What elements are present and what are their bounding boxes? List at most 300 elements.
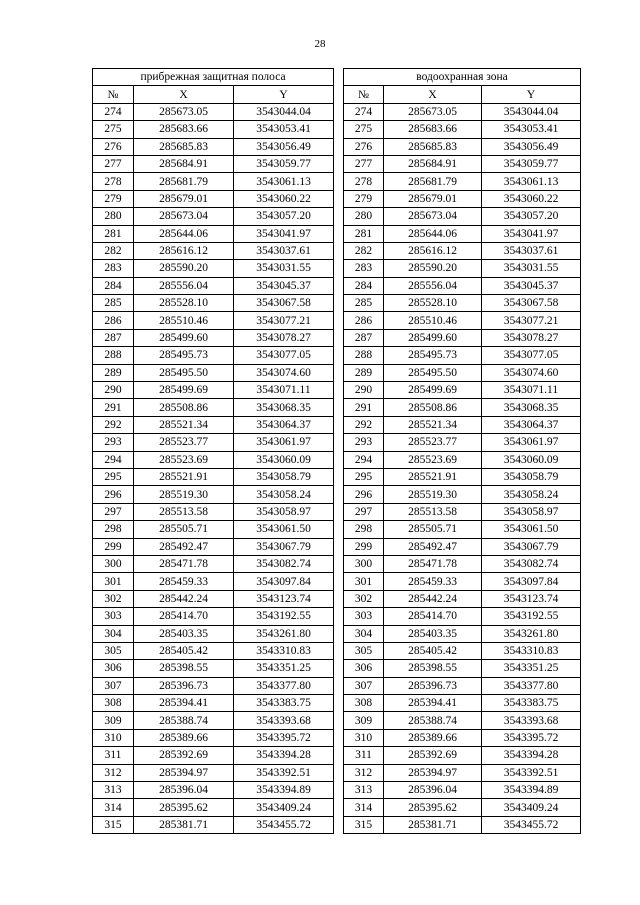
table-row — [93, 347, 334, 364]
cell-x: 285395.62 — [384, 799, 482, 816]
cell-x: 285499.60 — [384, 329, 482, 346]
cell-y: 3543067.58 — [482, 295, 581, 312]
table-row — [344, 573, 581, 590]
cell-number: 308 — [93, 695, 134, 712]
cell-x: 285394.41 — [134, 695, 234, 712]
cell-x: 285556.04 — [384, 277, 482, 294]
table-row — [93, 208, 334, 225]
cell-y: 3543031.55 — [234, 260, 334, 277]
cell-x: 285644.06 — [384, 225, 482, 242]
cell-x: 285389.66 — [134, 729, 234, 746]
cell-x: 285521.34 — [134, 416, 234, 433]
cell-y: 3543053.41 — [482, 121, 581, 138]
table-row — [344, 729, 581, 746]
cell-y: 3543057.20 — [234, 208, 334, 225]
table-row — [93, 747, 334, 764]
cell-number: 279 — [344, 190, 384, 207]
table-row — [344, 364, 581, 381]
table-row — [93, 399, 334, 416]
cell-number: 300 — [344, 555, 384, 572]
cell-number: 289 — [93, 364, 134, 381]
table-row — [344, 121, 581, 138]
table-row — [93, 260, 334, 277]
cell-x: 285556.04 — [134, 277, 234, 294]
cell-x: 285396.04 — [134, 782, 234, 799]
cell-x: 285590.20 — [134, 260, 234, 277]
cell-x: 285508.86 — [134, 399, 234, 416]
cell-number: 297 — [93, 503, 134, 520]
table-row — [93, 677, 334, 694]
cell-x: 285508.86 — [384, 399, 482, 416]
table-row — [344, 747, 581, 764]
cell-x: 285673.05 — [134, 103, 234, 120]
cell-y: 3543058.97 — [482, 503, 581, 520]
table-row — [344, 399, 581, 416]
cell-y: 3543192.55 — [482, 608, 581, 625]
cell-y: 3543351.25 — [234, 660, 334, 677]
cell-x: 285471.78 — [384, 555, 482, 572]
table-row — [93, 103, 334, 120]
cell-number: 276 — [93, 138, 134, 155]
cell-y: 3543037.61 — [482, 242, 581, 259]
table-row — [93, 138, 334, 155]
table-row — [93, 660, 334, 677]
cell-x: 285513.58 — [384, 503, 482, 520]
cell-y: 3543058.79 — [482, 468, 581, 485]
cell-x: 285523.77 — [384, 434, 482, 451]
cell-y: 3543041.97 — [234, 225, 334, 242]
cell-x: 285499.69 — [134, 382, 234, 399]
cell-y: 3543392.51 — [234, 764, 334, 781]
cell-y: 3543077.05 — [234, 347, 334, 364]
cell-number: 284 — [344, 277, 384, 294]
table-row — [344, 642, 581, 659]
cell-x: 285442.24 — [384, 590, 482, 607]
cell-x: 285396.04 — [384, 782, 482, 799]
cell-number: 292 — [93, 416, 134, 433]
cell-number: 310 — [344, 729, 384, 746]
table-row — [93, 799, 334, 816]
cell-y: 3543067.79 — [482, 538, 581, 555]
cell-y: 3543261.80 — [234, 625, 334, 642]
cell-number: 299 — [344, 538, 384, 555]
cell-x: 285681.79 — [384, 173, 482, 190]
table-row — [93, 729, 334, 746]
table-row — [93, 642, 334, 659]
cell-y: 3543044.04 — [482, 103, 581, 120]
column-header-y: Y — [234, 86, 334, 103]
cell-number: 275 — [93, 121, 134, 138]
cell-number: 298 — [344, 521, 384, 538]
cell-number: 295 — [344, 468, 384, 485]
table-row — [344, 468, 581, 485]
table-row — [344, 625, 581, 642]
cell-y: 3543064.37 — [482, 416, 581, 433]
cell-number: 308 — [344, 695, 384, 712]
cell-number: 293 — [344, 434, 384, 451]
cell-y: 3543061.50 — [234, 521, 334, 538]
column-header-y: Y — [482, 86, 581, 103]
cell-x: 285459.33 — [384, 573, 482, 590]
cell-y: 3543044.04 — [234, 103, 334, 120]
cell-number: 315 — [93, 816, 134, 833]
cell-number: 309 — [344, 712, 384, 729]
cell-y: 3543074.60 — [234, 364, 334, 381]
cell-x: 285683.66 — [134, 121, 234, 138]
table-row — [93, 121, 334, 138]
cell-number: 294 — [93, 451, 134, 468]
cell-x: 285685.83 — [384, 138, 482, 155]
table-row — [344, 347, 581, 364]
table-row — [93, 625, 334, 642]
table-row — [93, 764, 334, 781]
cell-number: 299 — [93, 538, 134, 555]
cell-number: 303 — [93, 608, 134, 625]
table-row — [344, 242, 581, 259]
cell-x: 285685.83 — [134, 138, 234, 155]
cell-number: 296 — [93, 486, 134, 503]
table-row — [93, 225, 334, 242]
cell-x: 285495.73 — [384, 347, 482, 364]
cell-y: 3543060.09 — [234, 451, 334, 468]
water-protection-zone-table — [343, 68, 581, 834]
table-row — [93, 364, 334, 381]
cell-number: 279 — [93, 190, 134, 207]
table-row — [344, 677, 581, 694]
column-header-x: X — [134, 86, 234, 103]
cell-number: 280 — [93, 208, 134, 225]
cell-y: 3543395.72 — [234, 729, 334, 746]
cell-x: 285392.69 — [384, 747, 482, 764]
table-row — [93, 451, 334, 468]
cell-number: 307 — [93, 677, 134, 694]
cell-y: 3543394.89 — [234, 782, 334, 799]
cell-number: 312 — [344, 764, 384, 781]
column-header-number: № — [93, 86, 134, 103]
table-row — [93, 173, 334, 190]
cell-y: 3543394.28 — [234, 747, 334, 764]
cell-y: 3543409.24 — [482, 799, 581, 816]
cell-y: 3543067.58 — [234, 295, 334, 312]
cell-number: 292 — [344, 416, 384, 433]
cell-number: 294 — [344, 451, 384, 468]
cell-y: 3543058.79 — [234, 468, 334, 485]
table-row — [93, 712, 334, 729]
cell-x: 285673.05 — [384, 103, 482, 120]
cell-number: 297 — [344, 503, 384, 520]
cell-number: 295 — [93, 468, 134, 485]
cell-y: 3543351.25 — [482, 660, 581, 677]
cell-number: 281 — [93, 225, 134, 242]
cell-y: 3543409.24 — [234, 799, 334, 816]
table-row — [93, 782, 334, 799]
table-row — [93, 503, 334, 520]
cell-y: 3543395.72 — [482, 729, 581, 746]
cell-x: 285684.91 — [384, 155, 482, 172]
cell-number: 306 — [93, 660, 134, 677]
cell-x: 285394.97 — [384, 764, 482, 781]
table-row — [344, 712, 581, 729]
cell-number: 275 — [344, 121, 384, 138]
cell-number: 302 — [344, 590, 384, 607]
cell-y: 3543455.72 — [234, 816, 334, 833]
cell-y: 3543077.05 — [482, 347, 581, 364]
cell-y: 3543071.11 — [234, 382, 334, 399]
cell-y: 3543077.21 — [482, 312, 581, 329]
cell-x: 285396.73 — [384, 677, 482, 694]
cell-y: 3543059.77 — [482, 155, 581, 172]
cell-y: 3543071.11 — [482, 382, 581, 399]
cell-x: 285495.50 — [384, 364, 482, 381]
cell-number: 284 — [93, 277, 134, 294]
cell-number: 311 — [93, 747, 134, 764]
cell-number: 281 — [344, 225, 384, 242]
cell-number: 302 — [93, 590, 134, 607]
cell-x: 285521.91 — [134, 468, 234, 485]
cell-x: 285495.50 — [134, 364, 234, 381]
cell-x: 285523.69 — [134, 451, 234, 468]
table-row — [344, 660, 581, 677]
cell-y: 3543377.80 — [482, 677, 581, 694]
cell-number: 305 — [93, 642, 134, 659]
table-row — [93, 434, 334, 451]
cell-number: 304 — [344, 625, 384, 642]
cell-x: 285673.04 — [134, 208, 234, 225]
cell-x: 285499.60 — [134, 329, 234, 346]
cell-x: 285523.69 — [384, 451, 482, 468]
cell-x: 285681.79 — [134, 173, 234, 190]
cell-x: 285513.58 — [134, 503, 234, 520]
cell-number: 304 — [93, 625, 134, 642]
cell-x: 285521.91 — [384, 468, 482, 485]
table-row — [93, 295, 334, 312]
cell-y: 3543123.74 — [482, 590, 581, 607]
cell-number: 300 — [93, 555, 134, 572]
cell-y: 3543394.89 — [482, 782, 581, 799]
cell-x: 285405.42 — [134, 642, 234, 659]
cell-x: 285679.01 — [384, 190, 482, 207]
cell-x: 285398.55 — [384, 660, 482, 677]
cell-y: 3543067.79 — [234, 538, 334, 555]
cell-x: 285684.91 — [134, 155, 234, 172]
table-row — [344, 155, 581, 172]
table-row — [344, 103, 581, 120]
cell-x: 285616.12 — [134, 242, 234, 259]
table-row — [344, 451, 581, 468]
cell-x: 285405.42 — [384, 642, 482, 659]
cell-number: 287 — [93, 329, 134, 346]
table-row — [344, 521, 581, 538]
table-row — [344, 608, 581, 625]
table-row — [344, 277, 581, 294]
cell-y: 3543078.27 — [482, 329, 581, 346]
cell-x: 285396.73 — [134, 677, 234, 694]
cell-y: 3543056.49 — [234, 138, 334, 155]
cell-number: 280 — [344, 208, 384, 225]
column-header-x: X — [384, 86, 482, 103]
coastal-protection-strip-table — [92, 68, 334, 834]
table-row — [93, 312, 334, 329]
table-body — [93, 103, 334, 833]
cell-x: 285414.70 — [384, 608, 482, 625]
cell-number: 306 — [344, 660, 384, 677]
cell-x: 285471.78 — [134, 555, 234, 572]
table-row — [93, 382, 334, 399]
table-row — [344, 260, 581, 277]
cell-number: 305 — [344, 642, 384, 659]
table-row — [93, 155, 334, 172]
column-header-number: № — [344, 86, 384, 103]
cell-y: 3543192.55 — [234, 608, 334, 625]
table-row — [344, 208, 581, 225]
cell-number: 274 — [93, 103, 134, 120]
table-row — [344, 225, 581, 242]
table-row — [93, 416, 334, 433]
cell-y: 3543064.37 — [234, 416, 334, 433]
cell-y: 3543393.68 — [482, 712, 581, 729]
table-body — [344, 103, 581, 833]
cell-number: 291 — [93, 399, 134, 416]
cell-y: 3543060.22 — [482, 190, 581, 207]
cell-x: 285528.10 — [134, 295, 234, 312]
cell-y: 3543045.37 — [234, 277, 334, 294]
cell-x: 285492.47 — [384, 538, 482, 555]
cell-x: 285394.41 — [384, 695, 482, 712]
cell-number: 286 — [344, 312, 384, 329]
cell-number: 312 — [93, 764, 134, 781]
table-row — [93, 190, 334, 207]
cell-x: 285388.74 — [384, 712, 482, 729]
cell-y: 3543377.80 — [234, 677, 334, 694]
cell-y: 3543061.97 — [482, 434, 581, 451]
cell-number: 315 — [344, 816, 384, 833]
cell-y: 3543058.97 — [234, 503, 334, 520]
cell-y: 3543056.49 — [482, 138, 581, 155]
cell-y: 3543383.75 — [234, 695, 334, 712]
cell-number: 313 — [344, 782, 384, 799]
cell-number: 288 — [344, 347, 384, 364]
cell-x: 285499.69 — [384, 382, 482, 399]
cell-y: 3543041.97 — [482, 225, 581, 242]
cell-number: 293 — [93, 434, 134, 451]
cell-x: 285590.20 — [384, 260, 482, 277]
cell-y: 3543060.09 — [482, 451, 581, 468]
cell-x: 285679.01 — [134, 190, 234, 207]
cell-number: 282 — [344, 242, 384, 259]
cell-number: 277 — [93, 155, 134, 172]
cell-x: 285389.66 — [384, 729, 482, 746]
cell-y: 3543383.75 — [482, 695, 581, 712]
cell-x: 285381.71 — [134, 816, 234, 833]
cell-number: 287 — [344, 329, 384, 346]
cell-number: 282 — [93, 242, 134, 259]
cell-number: 311 — [344, 747, 384, 764]
cell-number: 307 — [344, 677, 384, 694]
cell-x: 285528.10 — [384, 295, 482, 312]
cell-number: 283 — [93, 260, 134, 277]
cell-number: 314 — [93, 799, 134, 816]
cell-number: 274 — [344, 103, 384, 120]
cell-number: 291 — [344, 399, 384, 416]
cell-y: 3543077.21 — [234, 312, 334, 329]
cell-y: 3543261.80 — [482, 625, 581, 642]
table-row — [93, 573, 334, 590]
cell-y: 3543068.35 — [482, 399, 581, 416]
table-row — [93, 521, 334, 538]
cell-x: 285495.73 — [134, 347, 234, 364]
cell-y: 3543310.83 — [234, 642, 334, 659]
cell-y: 3543078.27 — [234, 329, 334, 346]
cell-number: 298 — [93, 521, 134, 538]
cell-number: 310 — [93, 729, 134, 746]
cell-y: 3543394.28 — [482, 747, 581, 764]
cell-number: 290 — [344, 382, 384, 399]
cell-number: 301 — [344, 573, 384, 590]
cell-y: 3543061.13 — [482, 173, 581, 190]
cell-y: 3543060.22 — [234, 190, 334, 207]
table-row — [344, 782, 581, 799]
cell-y: 3543061.13 — [234, 173, 334, 190]
cell-number: 289 — [344, 364, 384, 381]
cell-x: 285510.46 — [384, 312, 482, 329]
cell-y: 3543074.60 — [482, 364, 581, 381]
cell-number: 285 — [344, 295, 384, 312]
table-row — [344, 329, 581, 346]
cell-number: 290 — [93, 382, 134, 399]
cell-y: 3543058.24 — [234, 486, 334, 503]
cell-y: 3543123.74 — [234, 590, 334, 607]
cell-x: 285523.77 — [134, 434, 234, 451]
cell-y: 3543059.77 — [234, 155, 334, 172]
cell-x: 285616.12 — [384, 242, 482, 259]
cell-y: 3543031.55 — [482, 260, 581, 277]
table-row — [93, 590, 334, 607]
cell-y: 3543061.97 — [234, 434, 334, 451]
cell-number: 314 — [344, 799, 384, 816]
cell-number: 278 — [344, 173, 384, 190]
table-row — [344, 416, 581, 433]
cell-x: 285492.47 — [134, 538, 234, 555]
cell-number: 277 — [344, 155, 384, 172]
table-row — [344, 764, 581, 781]
cell-x: 285505.71 — [384, 521, 482, 538]
page-number: 28 — [314, 38, 326, 50]
cell-y: 3543097.84 — [234, 573, 334, 590]
cell-x: 285442.24 — [134, 590, 234, 607]
table-row — [93, 329, 334, 346]
cell-x: 285392.69 — [134, 747, 234, 764]
cell-x: 285683.66 — [384, 121, 482, 138]
cell-y: 3543082.74 — [482, 555, 581, 572]
cell-number: 309 — [93, 712, 134, 729]
cell-number: 285 — [93, 295, 134, 312]
cell-y: 3543455.72 — [482, 816, 581, 833]
table-row — [93, 608, 334, 625]
cell-x: 285403.35 — [384, 625, 482, 642]
cell-x: 285388.74 — [134, 712, 234, 729]
cell-number: 301 — [93, 573, 134, 590]
table-row — [344, 295, 581, 312]
table-row — [344, 590, 581, 607]
table-row — [344, 555, 581, 572]
cell-x: 285459.33 — [134, 573, 234, 590]
table-row — [93, 277, 334, 294]
cell-number: 296 — [344, 486, 384, 503]
cell-x: 285519.30 — [384, 486, 482, 503]
table-title: водоохранная зона — [344, 69, 581, 86]
cell-y: 3543061.50 — [482, 521, 581, 538]
table-row — [93, 242, 334, 259]
